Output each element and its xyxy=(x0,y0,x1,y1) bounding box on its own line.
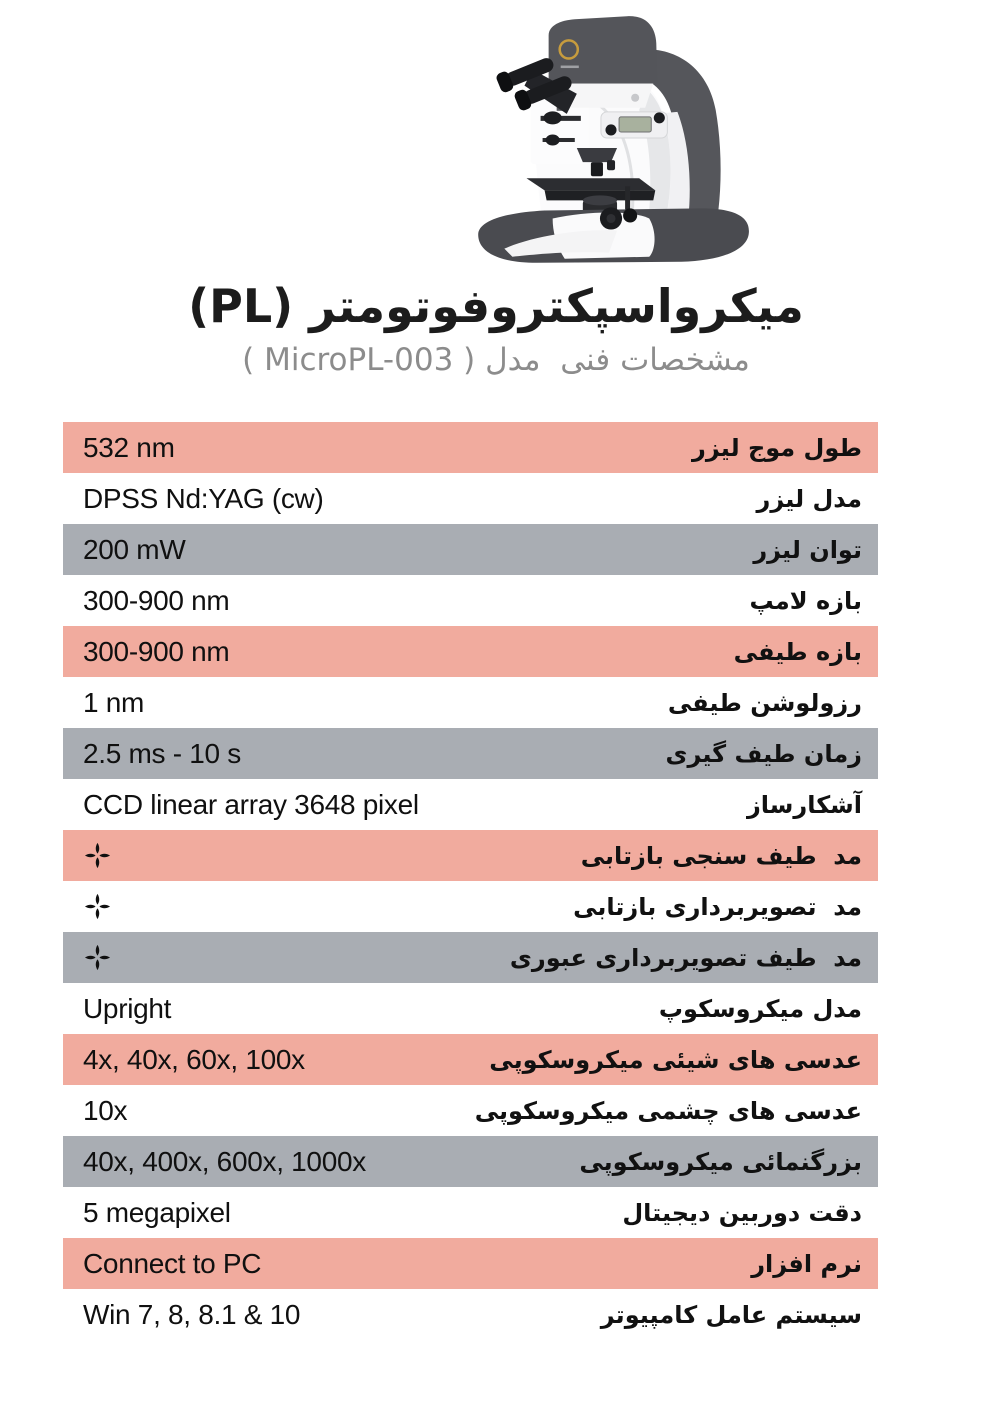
spec-row xyxy=(63,779,878,830)
spec-label: سیستم عامل کامپیوتر xyxy=(600,1300,862,1329)
spec-label: مد طیف سنجی بازتابی xyxy=(580,841,862,870)
spec-value: 1 nm xyxy=(83,686,145,718)
spec-label: رزولوشن طیفی xyxy=(667,688,862,717)
spec-row xyxy=(63,932,878,983)
spec-row xyxy=(63,1085,878,1136)
spec-value: DPSS Nd:YAG (cw) xyxy=(83,482,324,514)
spec-value: 300-900 nm xyxy=(83,635,230,667)
lcd-panel xyxy=(601,112,667,138)
spec-row xyxy=(63,728,878,779)
spec-value: CCD linear array 3648 pixel xyxy=(83,788,419,820)
spec-label: نرم افزار xyxy=(751,1249,862,1278)
spec-label: بازه طیفی xyxy=(733,637,862,666)
spec-row xyxy=(63,830,878,881)
spec-label: مد تصویربرداری بازتابی xyxy=(573,892,862,921)
spec-value: 2.5 ms - 10 s xyxy=(83,737,241,769)
four-petal-asterisk-icon xyxy=(63,892,112,921)
spec-value: 10x xyxy=(83,1094,128,1126)
spec-label: عدسی های شیئی میکروسکوپی xyxy=(489,1045,862,1074)
spec-label: زمان طیف گیری xyxy=(665,739,862,768)
spec-value: 4x, 40x, 60x, 100x xyxy=(83,1043,305,1075)
page-subtitle: مشخصات فنی مدل ( MicroPL-003 ) xyxy=(242,341,750,378)
spec-label: بازه لامپ xyxy=(749,586,862,615)
spec-table xyxy=(63,422,878,1340)
spec-row xyxy=(63,1238,878,1289)
spec-row xyxy=(63,575,878,626)
spec-label: طول موج لیزر xyxy=(692,433,862,462)
spec-row xyxy=(63,473,878,524)
four-petal-asterisk-icon xyxy=(63,841,112,870)
spec-label: عدسی های چشمی میکروسکوپی xyxy=(474,1096,862,1125)
spec-value: 40x, 400x, 600x, 1000x xyxy=(83,1145,366,1177)
spec-row xyxy=(63,1034,878,1085)
spec-value: 5 megapixel xyxy=(83,1196,231,1228)
spec-row xyxy=(63,881,878,932)
microscope-illustration xyxy=(448,8,770,272)
spec-row xyxy=(63,1289,878,1340)
spec-row xyxy=(63,1136,878,1187)
page-title: میکرواسپکتروفوتومتر (PL) xyxy=(188,279,804,333)
spec-label: توان لیزر xyxy=(753,535,862,564)
spec-label: دقت دوربین دیجیتال xyxy=(622,1198,862,1227)
spec-label: بزرگنمائی میکروسکوپی xyxy=(579,1147,862,1176)
spec-row xyxy=(63,983,878,1034)
spec-value: 532 nm xyxy=(83,431,175,463)
title-block xyxy=(0,280,992,378)
spec-label: مدل لیزر xyxy=(756,484,862,513)
spec-label: مدل میکروسکوپ xyxy=(658,994,862,1023)
spec-row xyxy=(63,422,878,473)
spec-row xyxy=(63,1187,878,1238)
spec-value: 200 mW xyxy=(83,533,186,565)
product-figure xyxy=(448,8,770,272)
spec-label: آشکارساز xyxy=(746,790,862,819)
spec-label: مد طیف تصویربرداری عبوری xyxy=(509,943,862,972)
spec-row xyxy=(63,677,878,728)
spec-row xyxy=(63,524,878,575)
spec-value: Upright xyxy=(83,992,172,1024)
spec-value: Win 7, 8, 8.1 & 10 xyxy=(83,1298,301,1330)
camera-head xyxy=(549,16,658,83)
four-petal-asterisk-icon xyxy=(63,943,112,972)
spec-value: Connect to PC xyxy=(83,1247,262,1279)
spec-value: 300-900 nm xyxy=(83,584,230,616)
spec-row xyxy=(63,626,878,677)
